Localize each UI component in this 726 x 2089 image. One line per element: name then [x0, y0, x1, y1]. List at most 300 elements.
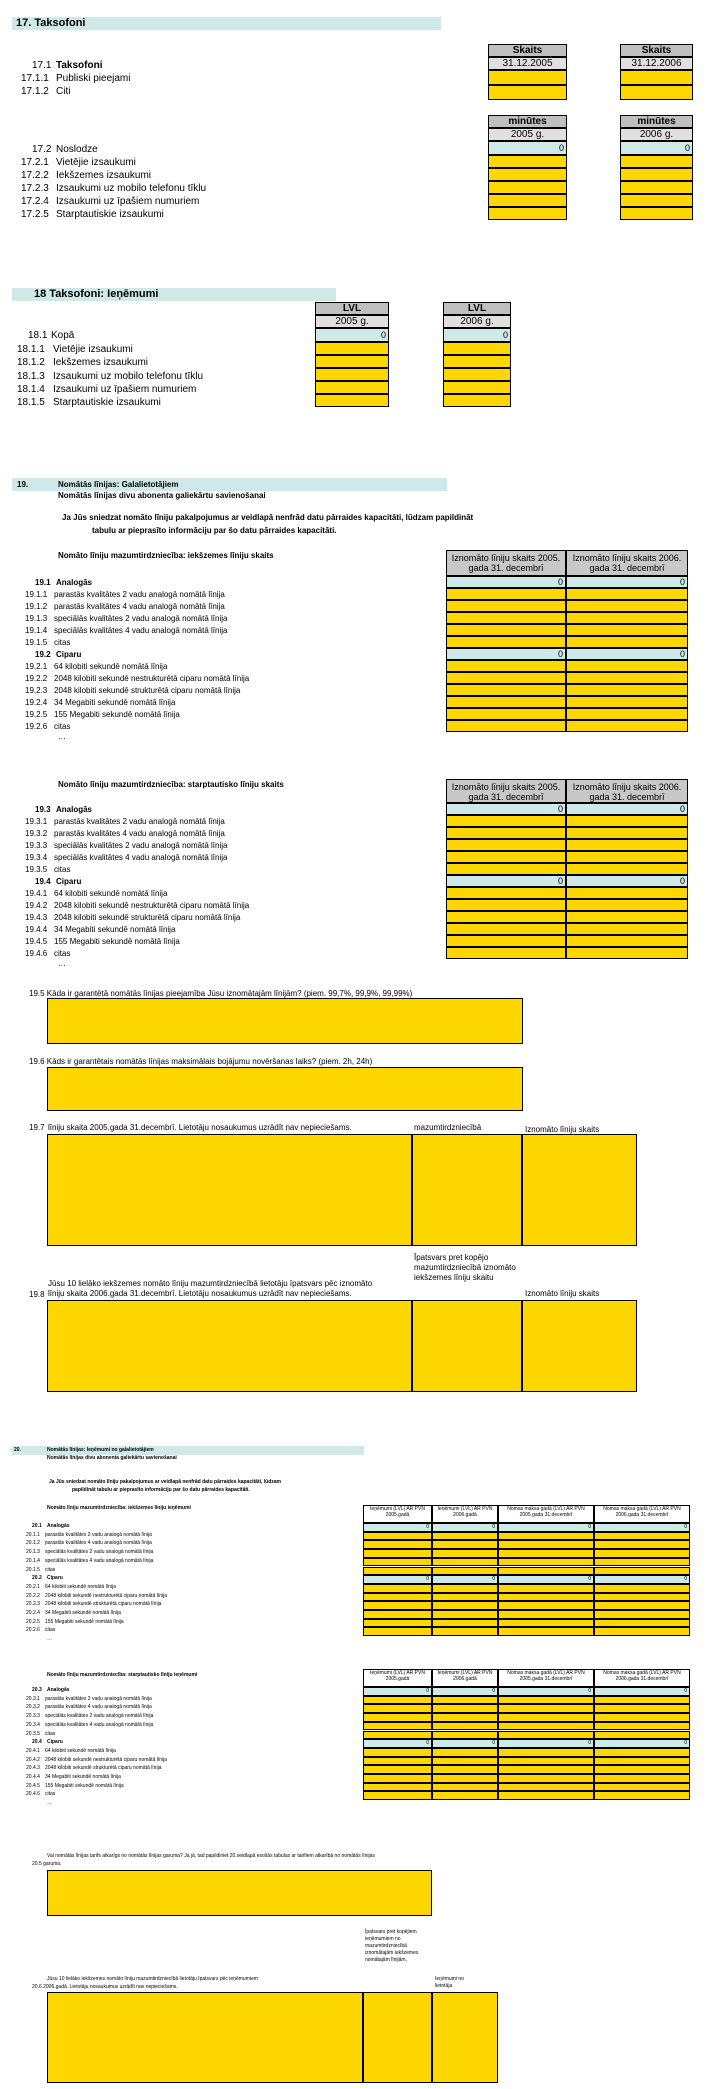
s19-cell[interactable]	[446, 815, 566, 827]
s20-row-num: 20.1.3	[26, 1549, 40, 1556]
s19-row-label: Analogās	[56, 805, 93, 814]
s17-row-num: 17.1.1	[21, 73, 49, 84]
s19-row-label: parastās kvalitātes 4 vadu analogā nomātā līnija	[54, 602, 225, 611]
s19-row-num: 19.2.1	[25, 662, 48, 671]
s18-row-num: 18.1.3	[17, 371, 45, 382]
s20-row-label: speciālās kvalitātes 2 vadu analogā nomātā līnija	[45, 1549, 154, 1556]
s20-cell[interactable]	[432, 1549, 498, 1558]
s20-cell[interactable]	[363, 1774, 432, 1783]
s19-cell[interactable]	[566, 839, 688, 851]
s17-row-label: Izsaukumi uz mobilo telefonu tīklu	[56, 183, 207, 194]
s19-q5-input[interactable]	[47, 998, 523, 1044]
s19-cell[interactable]	[446, 600, 566, 612]
s20-cell[interactable]	[432, 1601, 498, 1610]
s20-cell-total[interactable]: 0	[498, 1523, 594, 1532]
s20-cell-total[interactable]: 0	[594, 1575, 690, 1584]
s19-cell[interactable]	[446, 708, 566, 720]
s20-row-label: 2048 kilobiti sekundē nestrukturētā ciparu nomātā līnija	[45, 1592, 168, 1599]
s19-row-num: 19.1.1	[25, 590, 48, 599]
s20-cell[interactable]	[594, 1567, 690, 1576]
s19-row-num: 19.4.3	[25, 913, 48, 922]
s19-cell[interactable]	[446, 947, 566, 959]
s20-cell[interactable]	[363, 1593, 432, 1602]
s19-t1-head-1: Iznomāto līniju skaits 2005. gada 31. decembrī	[446, 550, 566, 576]
s19-cell-total[interactable]: 0	[446, 576, 566, 588]
s18-col1-cell[interactable]	[315, 394, 389, 407]
s19-row-label: speciālās kvalitātes 4 vadu analogā nomātā līnija	[54, 626, 228, 635]
s20-row-num: 20.4.5	[26, 1782, 40, 1789]
s17-row-label: Iekšzemes izsaukumi	[56, 170, 152, 181]
s20-row-label: 64 kilobiti sekundē nomātā līnija	[45, 1747, 116, 1754]
s20-cell[interactable]	[432, 1567, 498, 1576]
s20-row-label: citas	[45, 1730, 56, 1737]
s19-cell[interactable]	[566, 600, 688, 612]
s19-cell[interactable]	[446, 696, 566, 708]
s20-cell[interactable]	[594, 1722, 690, 1731]
s20-cell[interactable]	[498, 1696, 594, 1705]
s20-cell[interactable]	[594, 1704, 690, 1713]
s17-col4-cell[interactable]	[620, 207, 693, 220]
s19-cell[interactable]	[566, 660, 688, 672]
s20-q5-line1: Vai nomātās līnijas tarifs atkarīgs no nomātās līnijas garuma? Ja jā, tad papildiniet 20.veidlapā esošās tabulas ar tarifiem atkarībā no nomātās līnijas	[47, 1853, 375, 1859]
s20-ellipsis: …	[47, 1800, 52, 1807]
s19-cell-total[interactable]: 0	[566, 576, 688, 588]
s17-col2-cell-1[interactable]	[620, 70, 693, 85]
s19-row-label: 2048 kilobiti sekundē nestrukturētā ciparu nomātā līnija	[54, 901, 250, 910]
s19-row-num: 19.1.3	[25, 614, 48, 623]
s19-cell[interactable]	[446, 672, 566, 684]
s20-row-label: Analogās	[47, 1523, 70, 1529]
s19-cell[interactable]	[566, 827, 688, 839]
s20-cell-total[interactable]: 0	[363, 1523, 432, 1532]
s19-q7-col1: mazumtirdzniecībā	[414, 1123, 482, 1132]
s17-col3-cell[interactable]	[488, 168, 567, 181]
s20-cell[interactable]	[498, 1567, 594, 1576]
s19-cell[interactable]	[566, 636, 688, 648]
s20-cell[interactable]	[363, 1696, 432, 1705]
s20-row-num: 20.3.3	[26, 1713, 40, 1720]
s18-row-num: 18.1.4	[17, 384, 45, 395]
s19-row-label: speciālās kvalitātes 2 vadu analogā nomātā līnija	[54, 614, 228, 623]
s20-col-head: Ieņēmumi (LVL) AR PVN 2005.gadā	[363, 1505, 432, 1523]
section-18-header: 18 Taksofoni: Ieņēmumi	[12, 288, 336, 301]
s17-col4-cell[interactable]	[620, 168, 693, 181]
s20-cell[interactable]	[363, 1619, 432, 1628]
s20-q6-col-a[interactable]	[47, 1992, 363, 2083]
s19-cell-total[interactable]: 0	[446, 875, 566, 887]
s20-cell[interactable]	[498, 1610, 594, 1619]
s20-row-num: 20.2.1	[26, 1583, 40, 1590]
s20-cell[interactable]	[498, 1549, 594, 1558]
s19-cell-total[interactable]: 0	[446, 803, 566, 815]
s19-cell[interactable]	[446, 851, 566, 863]
s19-row-num: 19.3.3	[25, 841, 48, 850]
s20-header-num: 20.	[14, 1447, 21, 1453]
s20-cell[interactable]	[363, 1757, 432, 1766]
s17-col3-cell[interactable]	[488, 155, 567, 168]
s18-col2-cell[interactable]	[443, 355, 511, 368]
s20-row-label: 155 Megabiti sekundē nomātā līnija	[45, 1618, 124, 1625]
s20-intro-1: Ja Jūs sniedzat nomāto līniju pakalpojumus ar veidlapā nenfrād datu pārraides kapacitāti, lūdzam	[49, 1479, 282, 1485]
s19-row-num: 19.2.3	[25, 686, 48, 695]
s20-row-label: citas	[45, 1627, 56, 1634]
s18-row-label: Kopā	[51, 330, 75, 341]
s20-row-num: 20.4.2	[26, 1756, 40, 1763]
s20-cell[interactable]	[498, 1791, 594, 1800]
s19-cell-total[interactable]: 0	[566, 648, 688, 660]
s20-cell[interactable]	[498, 1532, 594, 1541]
s17-col4-cell[interactable]	[620, 155, 693, 168]
s19-q7-col-c[interactable]	[522, 1134, 637, 1246]
s17-col3-cell[interactable]	[488, 207, 567, 220]
s19-q8-line2: līniju skaita 2006.gada 31.decembrī. Lietotāju nosaukumus uzrādīt nav nepieciešams.	[48, 1289, 352, 1298]
s20-cell[interactable]	[363, 1601, 432, 1610]
s20-cell-total[interactable]: 0	[594, 1739, 690, 1748]
s20-cell[interactable]	[498, 1757, 594, 1766]
s20-cell[interactable]	[594, 1748, 690, 1757]
s20-cell[interactable]	[432, 1765, 498, 1774]
s19-row-num: 19.4.6	[25, 949, 48, 958]
s20-cell[interactable]	[498, 1593, 594, 1602]
s19-t1-title: Nomāto līniju mazumtirdzniecība: iekšzemes līniju skaits	[58, 551, 274, 560]
s20-cell[interactable]	[363, 1765, 432, 1774]
s18-row-label: Starptautiskie izsaukumi	[53, 397, 161, 408]
s20-cell[interactable]	[363, 1722, 432, 1731]
s20-cell[interactable]	[432, 1791, 498, 1800]
s17-col4-total[interactable]: 0	[620, 141, 693, 155]
s18-col2-cell[interactable]	[443, 381, 511, 394]
s20-cell[interactable]	[498, 1731, 594, 1740]
s20-cell[interactable]	[594, 1627, 690, 1636]
s17-row-num: 17.1.2	[21, 86, 49, 97]
s18-col1-cell[interactable]	[315, 381, 389, 394]
s19-row-label: citas	[54, 722, 71, 731]
s20-row-num: 20.4.3	[26, 1765, 40, 1772]
s19-row-num: 19.1.2	[25, 602, 48, 611]
s20-cell[interactable]	[363, 1540, 432, 1549]
s20-cell[interactable]	[594, 1731, 690, 1740]
s20-cell[interactable]	[594, 1765, 690, 1774]
s20-cell-total[interactable]: 0	[432, 1687, 498, 1696]
s20-cell[interactable]	[594, 1696, 690, 1705]
s19-cell[interactable]	[566, 887, 688, 899]
s20-cell[interactable]	[594, 1610, 690, 1619]
s20-cell[interactable]	[498, 1619, 594, 1628]
s20-row-num: 20.2	[32, 1575, 42, 1582]
s20-cell[interactable]	[363, 1791, 432, 1800]
s19-cell[interactable]	[446, 899, 566, 911]
s19-cell[interactable]	[566, 851, 688, 863]
s19-cell[interactable]	[566, 612, 688, 624]
s19-cell[interactable]	[446, 612, 566, 624]
s20-cell[interactable]	[594, 1540, 690, 1549]
s20-cell-total[interactable]: 0	[432, 1575, 498, 1584]
s18-row-num: 18.1	[28, 330, 48, 341]
s18-col1-cell[interactable]	[315, 342, 389, 355]
s20-cell-total[interactable]: 0	[363, 1575, 432, 1584]
s20-cell[interactable]	[594, 1549, 690, 1558]
s20-cell-total[interactable]: 0	[498, 1687, 594, 1696]
s20-cell[interactable]	[363, 1748, 432, 1757]
s20-cell[interactable]	[498, 1627, 594, 1636]
s19-q8-col-c[interactable]	[522, 1300, 637, 1392]
s20-row-label: 2048 kilobiti sekundē strukturētā ciparu nomātā līnija	[45, 1765, 162, 1772]
s20-row-num: 20.4.6	[26, 1791, 40, 1798]
s20-cell[interactable]	[363, 1783, 432, 1792]
s18-row-num: 18.1.1	[17, 344, 45, 355]
s19-q8-col-a[interactable]	[47, 1300, 412, 1392]
s20-cell[interactable]	[363, 1731, 432, 1740]
s20-row-label: 34 Megabiti sekundē nomātā līnija	[45, 1610, 121, 1616]
s20-cell[interactable]	[363, 1610, 432, 1619]
s19-q8-col-b[interactable]	[412, 1300, 522, 1392]
s19-cell[interactable]	[566, 923, 688, 935]
s19-row-label: 64 kilobiti sekundē nomātā līnija	[54, 662, 168, 671]
s19-q7-col-b[interactable]	[412, 1134, 522, 1246]
s20-row-num: 20.1.2	[26, 1540, 40, 1547]
s20-cell[interactable]	[498, 1765, 594, 1774]
s20-cell[interactable]	[432, 1619, 498, 1628]
s20-q6-col-b[interactable]	[363, 1992, 432, 2083]
s20-row-label: Ciparu	[47, 1575, 63, 1582]
s20-cell[interactable]	[594, 1774, 690, 1783]
s20-row-label: Ciparu	[47, 1739, 63, 1746]
s19-row-num: 19.1	[35, 578, 51, 587]
s19-cell[interactable]	[446, 911, 566, 923]
s20-cell[interactable]	[432, 1713, 498, 1722]
s19-cell[interactable]	[566, 935, 688, 947]
s17-col4-cell[interactable]	[620, 194, 693, 207]
s20-row-label: citas	[45, 1566, 56, 1573]
s19-cell[interactable]	[446, 923, 566, 935]
s17-col1-cell-1[interactable]	[488, 70, 567, 85]
s20-row-num: 20.3.4	[26, 1721, 40, 1728]
s20-cell[interactable]	[498, 1774, 594, 1783]
s17-col4-cell[interactable]	[620, 181, 693, 194]
s20-cell-total[interactable]: 0	[432, 1523, 498, 1532]
s19-cell[interactable]	[566, 947, 688, 959]
s20-cell[interactable]	[432, 1593, 498, 1602]
s20-cell[interactable]	[498, 1601, 594, 1610]
s20-cell[interactable]	[498, 1722, 594, 1731]
s20-cell[interactable]	[363, 1704, 432, 1713]
s20-cell[interactable]	[363, 1558, 432, 1567]
s20-cell-total[interactable]: 0	[594, 1687, 690, 1696]
s19-cell[interactable]	[446, 660, 566, 672]
s20-row-label: speciālās kvalitātes 2 vadu analogā nomātā līnija	[45, 1713, 154, 1720]
s18-col1-total[interactable]: 0	[315, 328, 389, 342]
s19-cell[interactable]	[566, 672, 688, 684]
s19-cell[interactable]	[566, 863, 688, 875]
s19-row-label: citas	[54, 949, 71, 958]
s20-q6-col-c[interactable]	[432, 1992, 498, 2083]
s20-t2-title: Nomāto līniju mazumtirdzniecība: starptautisko līniju ieņēmumi	[47, 1672, 198, 1678]
s20-cell[interactable]	[432, 1610, 498, 1619]
s20-cell-total[interactable]: 0	[432, 1739, 498, 1748]
s20-cell[interactable]	[498, 1584, 594, 1593]
s19-cell[interactable]	[446, 827, 566, 839]
s20-cell-total[interactable]: 0	[498, 1739, 594, 1748]
s20-cell[interactable]	[594, 1791, 690, 1800]
s19-cell[interactable]	[446, 935, 566, 947]
s20-cell-total[interactable]: 0	[498, 1575, 594, 1584]
s20-cell[interactable]	[594, 1532, 690, 1541]
s20-q5-input[interactable]	[47, 1870, 432, 1916]
s20-q6-col2: Ieņēmumi no lietotāja	[435, 1976, 464, 1989]
s19-row-label: speciālās kvalitātes 4 vadu analogā nomātā līnija	[54, 853, 228, 862]
s17-row-label: Citi	[56, 86, 71, 97]
s17-col3-cell[interactable]	[488, 181, 567, 194]
s20-cell[interactable]	[432, 1540, 498, 1549]
s17-row-num: 17.2.3	[21, 183, 49, 194]
s19-row-num: 19.4	[35, 877, 51, 886]
s17-col4-period: 2006 g.	[620, 128, 693, 141]
s19-cell-total[interactable]: 0	[566, 803, 688, 815]
s19-row-num: 19.3	[35, 805, 51, 814]
s20-row-label: citas	[45, 1791, 56, 1798]
s19-cell-total[interactable]: 0	[566, 875, 688, 887]
s20-cell[interactable]	[498, 1748, 594, 1757]
s17-row-label: Izsaukumi uz īpašiem numuriem	[56, 196, 200, 207]
s18-col1-cell[interactable]	[315, 368, 389, 381]
s20-row-label: parastās kvalitātes 2 vadu analogā nomātā līnija	[45, 1531, 152, 1538]
s19-cell[interactable]	[566, 911, 688, 923]
s19-cell[interactable]	[566, 588, 688, 600]
s20-row-num: 20.1.4	[26, 1557, 40, 1564]
s20-row-label: parastās kvalitātes 2 vadu analogā nomātā līnija	[45, 1695, 152, 1702]
s19-row-label: speciālās kvalitātes 2 vadu analogā nomātā līnija	[54, 841, 228, 850]
s18-col2-unit: LVL	[443, 302, 511, 315]
s17-row-label: Noslodze	[56, 144, 98, 155]
s20-cell[interactable]	[363, 1549, 432, 1558]
s17-row-label: Taksofoni	[56, 60, 103, 71]
s20-cell-total[interactable]: 0	[594, 1523, 690, 1532]
s20-q6-col1: Īpatsvars pret kopējiem ieņēmumiem no mazumtirdzniecībā iznomātajām iekšzemes nomātajām līnijām,	[365, 1929, 419, 1963]
s20-row-num: 20.3.1	[26, 1695, 40, 1702]
s20-cell[interactable]	[498, 1540, 594, 1549]
s19-cell[interactable]	[446, 839, 566, 851]
s19-q7-col-a[interactable]	[47, 1134, 412, 1246]
s19-header: Nomātās līnijas: Galalietotājiem	[58, 480, 179, 489]
s19-cell[interactable]	[446, 863, 566, 875]
s20-cell[interactable]	[432, 1757, 498, 1766]
s19-cell-total[interactable]: 0	[446, 648, 566, 660]
s17-col1-cell-2[interactable]	[488, 85, 567, 100]
s19-cell[interactable]	[566, 815, 688, 827]
s20-cell[interactable]	[432, 1774, 498, 1783]
s19-row-label: Analogās	[56, 578, 93, 587]
s19-q6-input[interactable]	[47, 1067, 523, 1111]
s20-cell[interactable]	[432, 1748, 498, 1757]
s20-cell[interactable]	[363, 1584, 432, 1593]
s19-row-label: 2048 kilobiti sekundē strukturētā ciparu nomātā līnija	[54, 913, 241, 922]
s18-col2-cell[interactable]	[443, 342, 511, 355]
s17-col1-unit: Skaits	[488, 44, 567, 57]
s20-cell[interactable]	[432, 1584, 498, 1593]
s19-ellipsis: …	[58, 732, 66, 741]
s20-cell-total[interactable]: 0	[363, 1687, 432, 1696]
s20-row-label: parastās kvalitātes 4 vadu analogā nomātā līnija	[45, 1540, 152, 1547]
s20-cell[interactable]	[594, 1558, 690, 1567]
s20-row-num: 20.1.1	[26, 1531, 40, 1538]
s18-col1-cell[interactable]	[315, 355, 389, 368]
s20-cell[interactable]	[594, 1584, 690, 1593]
s17-col3-cell[interactable]	[488, 194, 567, 207]
s19-cell[interactable]	[446, 684, 566, 696]
s19-cell[interactable]	[446, 636, 566, 648]
s17-col2-cell-2[interactable]	[620, 85, 693, 100]
s20-cell[interactable]	[498, 1783, 594, 1792]
s20-cell-total[interactable]: 0	[363, 1739, 432, 1748]
s19-cell[interactable]	[446, 720, 566, 732]
s19-cell[interactable]	[566, 708, 688, 720]
s20-cell[interactable]	[432, 1722, 498, 1731]
s20-cell[interactable]	[363, 1567, 432, 1576]
s19-cell[interactable]	[566, 720, 688, 732]
s19-cell[interactable]	[446, 588, 566, 600]
s19-cell[interactable]	[566, 624, 688, 636]
s20-cell[interactable]	[594, 1713, 690, 1722]
s19-row-label: parastās kvalitātes 2 vadu analogā nomātā līnija	[54, 590, 225, 599]
s19-cell[interactable]	[446, 624, 566, 636]
s17-row-num: 17.2.1	[21, 157, 49, 168]
s20-cell[interactable]	[594, 1619, 690, 1628]
s20-cell[interactable]	[498, 1704, 594, 1713]
s20-col-head: Ieņēmumi (LVL) AR PVN 2006.gadā	[432, 1669, 498, 1687]
s18-row-label: Vietējie izsaukumi	[53, 344, 133, 355]
s20-cell[interactable]	[432, 1558, 498, 1567]
s20-cell[interactable]	[432, 1532, 498, 1541]
s18-col2-cell[interactable]	[443, 394, 511, 407]
s20-cell[interactable]	[363, 1532, 432, 1541]
s19-row-num: 19.2.5	[25, 710, 48, 719]
s20-cell[interactable]	[594, 1783, 690, 1792]
s20-cell[interactable]	[363, 1713, 432, 1722]
s18-col2-cell[interactable]	[443, 368, 511, 381]
s20-cell[interactable]	[594, 1601, 690, 1610]
s20-cell[interactable]	[498, 1713, 594, 1722]
s19-cell[interactable]	[446, 887, 566, 899]
s20-cell[interactable]	[594, 1593, 690, 1602]
s19-row-label: 34 Megabiti sekundē nomātā līnija	[54, 925, 176, 934]
s20-row-label: 2048 kilobiti sekundē strukturētā ciparu nomātā līnija	[45, 1601, 162, 1608]
s19-row-label: Ciparu	[56, 650, 82, 659]
s17-col3-total[interactable]: 0	[488, 141, 567, 155]
s20-row-num: 20.4.1	[26, 1747, 40, 1754]
s20-row-label: speciālās kvalitātes 4 vadu analogā nomātā līnija	[45, 1557, 154, 1564]
s20-cell[interactable]	[432, 1696, 498, 1705]
s19-row-label: Ciparu	[56, 877, 82, 886]
s18-col2-total[interactable]: 0	[443, 328, 511, 342]
s17-col3-unit: minūtes	[488, 115, 567, 128]
s19-row-num: 19.4.1	[25, 889, 48, 898]
s20-cell[interactable]	[498, 1558, 594, 1567]
s19-row-num: 19.2	[35, 650, 51, 659]
s19-q8-col2: Iznomāto līniju skaits	[525, 1289, 600, 1298]
s19-cell[interactable]	[566, 696, 688, 708]
s19-cell[interactable]	[566, 684, 688, 696]
s20-cell[interactable]	[432, 1627, 498, 1636]
s20-row-label: parastās kvalitātes 4 vadu analogā nomātā līnija	[45, 1704, 152, 1711]
s20-cell[interactable]	[432, 1704, 498, 1713]
s20-cell[interactable]	[432, 1731, 498, 1740]
s19-row-num: 19.2.2	[25, 674, 48, 683]
s20-cell[interactable]	[432, 1783, 498, 1792]
s20-cell[interactable]	[594, 1757, 690, 1766]
s19-row-num: 19.3.1	[25, 817, 48, 826]
s20-cell[interactable]	[363, 1627, 432, 1636]
s19-cell[interactable]	[566, 899, 688, 911]
